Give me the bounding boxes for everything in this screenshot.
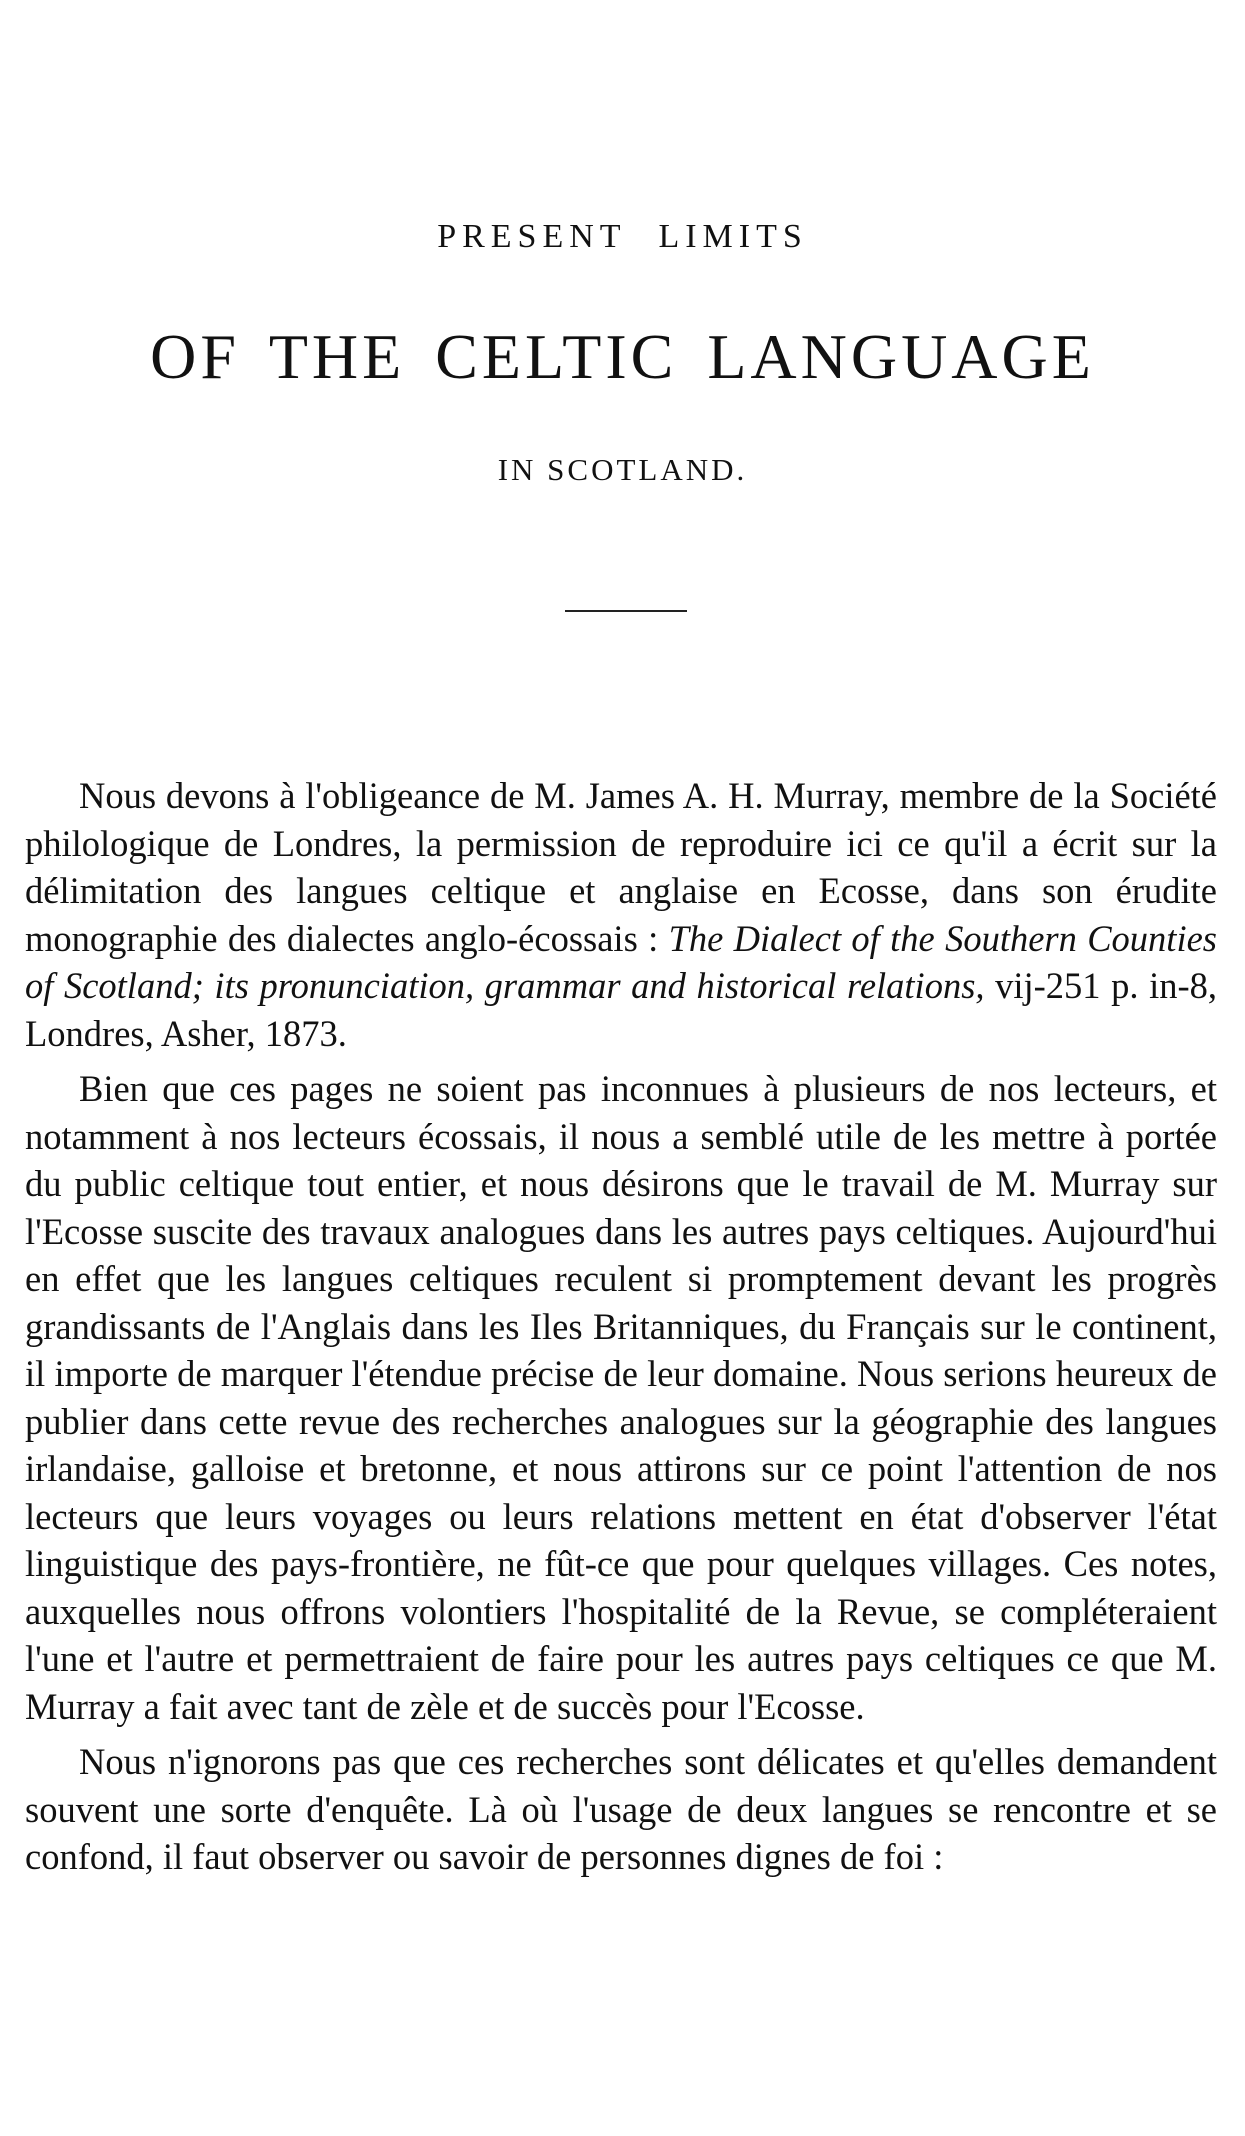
heading-in-scotland: IN SCOTLAND. xyxy=(497,452,748,487)
article-body xyxy=(25,772,1217,1889)
heading-present-limits: PRESENT LIMITS xyxy=(437,218,808,255)
paragraph-1-text-a: Nous devons à l'obligeance de M. James A. H. Murray, membre de la Société philologique de Londres, la permission de reproduire ici ce qu'il a écrit sur la délimitation des langues celtique et anglaise en Ecosse, dans son érudite monographie des dialectes anglo-écossais : xyxy=(25,775,1217,959)
section-divider-rule xyxy=(565,610,687,612)
heading-celtic-language: OF THE CELTIC LANGUAGE xyxy=(150,321,1095,392)
paragraph-2: Bien que ces pages ne soient pas inconnues à plusieurs de nos lecteurs, et notamment à nos lecteurs écossais, il nous a semblé utile de les mettre à portée du public celtique tout entier, et nous désirons que le travail de M. Murray sur l'Ecosse suscite des travaux analogues dans les autres pays celtiques. Aujourd'hui en effet que les langues celtiques reculent si promptement devant les progrès grandissants de l'Anglais dans les Iles Britanniques, du Français sur le continent, il importe de marquer l'étendue précise de leur domaine. Nous serions heureux de publier dans cette revue des recherches analogues sur la géographie des langues irlandaise, galloise et bretonne, et nous attirons sur ce point l'attention de nos lecteurs que leurs voyages ou leurs relations mettent en état d'observer l'état linguistique des pays-frontière, ne fût-ce que pour quelques villages. Ces notes, auxquelles nous offrons volontiers l'hospitalité de la Revue, se compléteraient l'une et l'autre et permettraient de faire pour les autres pays celtiques ce que M. Murray a fait avec tant de zèle et de succès pour l'Ecosse. xyxy=(25,1068,1217,1727)
paragraph-1 xyxy=(25,772,1217,1057)
paragraph-1-text-b: vij-251 p. in-8, Londres, Asher, 1873. xyxy=(25,965,1218,1054)
book-title-italic: The Dialect of the Southern Counties of Scotland; its pronunciation, grammar and historical relations, xyxy=(25,917,1217,1006)
paragraph-3: Nous n'ignorons pas que ces recherches sont délicates et qu'elles demandent souvent une sorte d'enquête. Là où l'usage de deux langues se rencontre et se confond, il faut observer ou savoir de personnes dignes de foi : xyxy=(25,1741,1217,1877)
